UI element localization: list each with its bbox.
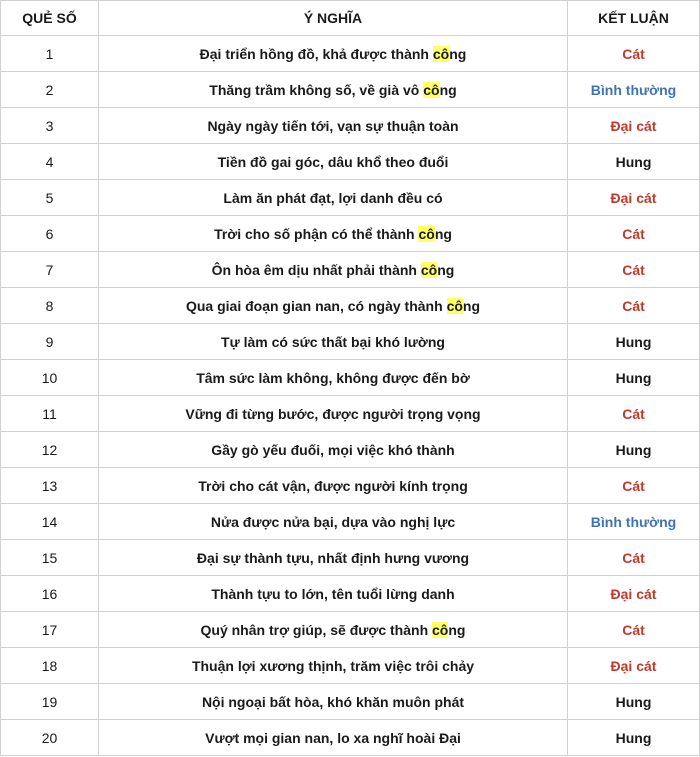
search-highlight: cô	[446, 297, 463, 314]
meaning-text: Nội ngoại bất hòa, khó khăn muôn phát	[201, 693, 465, 710]
meaning-text-tail: ng	[434, 225, 452, 242]
meaning-text: Nửa được nửa bại, dựa vào nghị lực	[210, 513, 456, 530]
row-number: 11	[1, 396, 99, 432]
meaning-text: Ngày ngày tiến tới, vạn sự thuận toàn	[207, 117, 459, 134]
meaning-text-tail: ng	[448, 621, 466, 638]
search-highlight: cô	[432, 45, 450, 62]
row-result: Hung	[568, 432, 700, 468]
row-meaning	[99, 36, 568, 72]
row-result: Cát	[568, 216, 700, 252]
row-result: Đại cát	[568, 108, 700, 144]
row-meaning	[99, 252, 568, 288]
row-result: Cát	[568, 36, 700, 72]
row-meaning	[99, 432, 568, 468]
row-number: 3	[1, 108, 99, 144]
row-result: Hung	[568, 324, 700, 360]
row-number: 16	[1, 576, 99, 612]
row-meaning	[99, 684, 568, 720]
table-row	[1, 36, 700, 72]
row-result: Hung	[568, 684, 700, 720]
row-meaning	[99, 144, 568, 180]
row-result: Bình thường	[568, 504, 700, 540]
row-number: 9	[1, 324, 99, 360]
meaning-text: Đại triển hồng đồ, khả được thành	[199, 45, 433, 62]
search-highlight: cô	[432, 621, 449, 638]
table-row	[1, 324, 700, 360]
search-highlight: cô	[423, 81, 440, 98]
table-row	[1, 108, 700, 144]
meaning-text: Đại sự thành tựu, nhất định hưng vương	[196, 549, 470, 566]
row-result: Hung	[568, 360, 700, 396]
meaning-text: Làm ăn phát đạt, lợi danh đều có	[223, 189, 443, 206]
meaning-text: Vững đi từng bước, được người trọng vọng	[185, 405, 481, 422]
meaning-text: Gầy gò yếu đuối, mọi việc khó thành	[211, 441, 455, 458]
header-row	[1, 1, 700, 36]
row-result: Cát	[568, 252, 700, 288]
meaning-text: Thuận lợi xương thịnh, trăm việc trôi chảy	[191, 657, 475, 674]
table-row	[1, 684, 700, 720]
meaning-text: Trời cho số phận có thể thành	[214, 225, 419, 242]
row-number: 17	[1, 612, 99, 648]
meaning-text-tail: ng	[449, 45, 467, 62]
row-meaning	[99, 720, 568, 756]
table-body	[1, 36, 700, 756]
row-number: 19	[1, 684, 99, 720]
row-result: Đại cát	[568, 648, 700, 684]
row-number: 4	[1, 144, 99, 180]
row-meaning	[99, 288, 568, 324]
meaning-text: Tiền đồ gai góc, dâu khổ theo đuổi	[217, 153, 449, 170]
row-meaning	[99, 468, 568, 504]
row-number: 15	[1, 540, 99, 576]
row-result: Cát	[568, 396, 700, 432]
table-header	[1, 1, 700, 36]
table-row	[1, 360, 700, 396]
table-row	[1, 468, 700, 504]
table-row	[1, 144, 700, 180]
row-result: Cát	[568, 540, 700, 576]
row-meaning	[99, 360, 568, 396]
table-row	[1, 252, 700, 288]
meaning-text: Tâm sức làm không, không được đến bờ	[196, 369, 470, 386]
row-number: 5	[1, 180, 99, 216]
table-row	[1, 612, 700, 648]
row-meaning	[99, 504, 568, 540]
table-row	[1, 540, 700, 576]
header-meaning: Ý NGHĨA	[99, 1, 568, 36]
row-number: 8	[1, 288, 99, 324]
row-result: Đại cát	[568, 180, 700, 216]
row-number: 18	[1, 648, 99, 684]
row-meaning	[99, 72, 568, 108]
row-number: 20	[1, 720, 99, 756]
meaning-text: Vượt mọi gian nan, lo xa nghĩ hoài Đại	[205, 729, 461, 746]
row-number: 1	[1, 36, 99, 72]
row-result: Đại cát	[568, 576, 700, 612]
meaning-text: Quý nhân trợ giúp, sẽ được thành	[200, 621, 433, 638]
search-highlight: cô	[420, 261, 438, 278]
row-number: 2	[1, 72, 99, 108]
row-meaning	[99, 108, 568, 144]
meaning-text-tail: ng	[462, 297, 481, 314]
meaning-text: Qua giai đoạn gian nan, có ngày thành	[185, 297, 447, 314]
header-number: QUẺ SỐ	[1, 1, 99, 36]
table-row	[1, 432, 700, 468]
row-result: Hung	[568, 144, 700, 180]
row-result: Hung	[568, 720, 700, 756]
search-highlight: cô	[418, 225, 435, 242]
table-row	[1, 648, 700, 684]
meaning-text: Thăng trầm không số, về già vô	[209, 81, 424, 98]
table-row	[1, 72, 700, 108]
table-row	[1, 504, 700, 540]
row-result: Cát	[568, 612, 700, 648]
row-meaning	[99, 216, 568, 252]
row-meaning	[99, 576, 568, 612]
row-meaning	[99, 612, 568, 648]
row-result: Cát	[568, 288, 700, 324]
row-meaning	[99, 540, 568, 576]
meaning-text-tail: ng	[437, 261, 455, 278]
row-number: 6	[1, 216, 99, 252]
row-meaning	[99, 648, 568, 684]
row-number: 7	[1, 252, 99, 288]
table-row	[1, 288, 700, 324]
meaning-text: Thành tựu to lớn, tên tuổi lừng danh	[211, 585, 455, 602]
row-number: 10	[1, 360, 99, 396]
meaning-text: Ôn hòa êm dịu nhất phải thành	[211, 261, 421, 278]
table-row	[1, 180, 700, 216]
table-row	[1, 396, 700, 432]
row-number: 14	[1, 504, 99, 540]
meaning-text-tail: ng	[439, 81, 457, 98]
meaning-text: Trời cho cát vận, được người kính trọng	[198, 477, 468, 494]
table-row	[1, 576, 700, 612]
row-meaning	[99, 396, 568, 432]
meaning-text: Tự làm có sức thất bại khó lường	[221, 333, 445, 350]
row-meaning	[99, 324, 568, 360]
header-result: KẾT LUẬN	[568, 1, 700, 36]
table-row	[1, 720, 700, 756]
table-row	[1, 216, 700, 252]
row-result: Bình thường	[568, 72, 700, 108]
row-meaning	[99, 180, 568, 216]
row-number: 12	[1, 432, 99, 468]
row-number: 13	[1, 468, 99, 504]
row-result: Cát	[568, 468, 700, 504]
